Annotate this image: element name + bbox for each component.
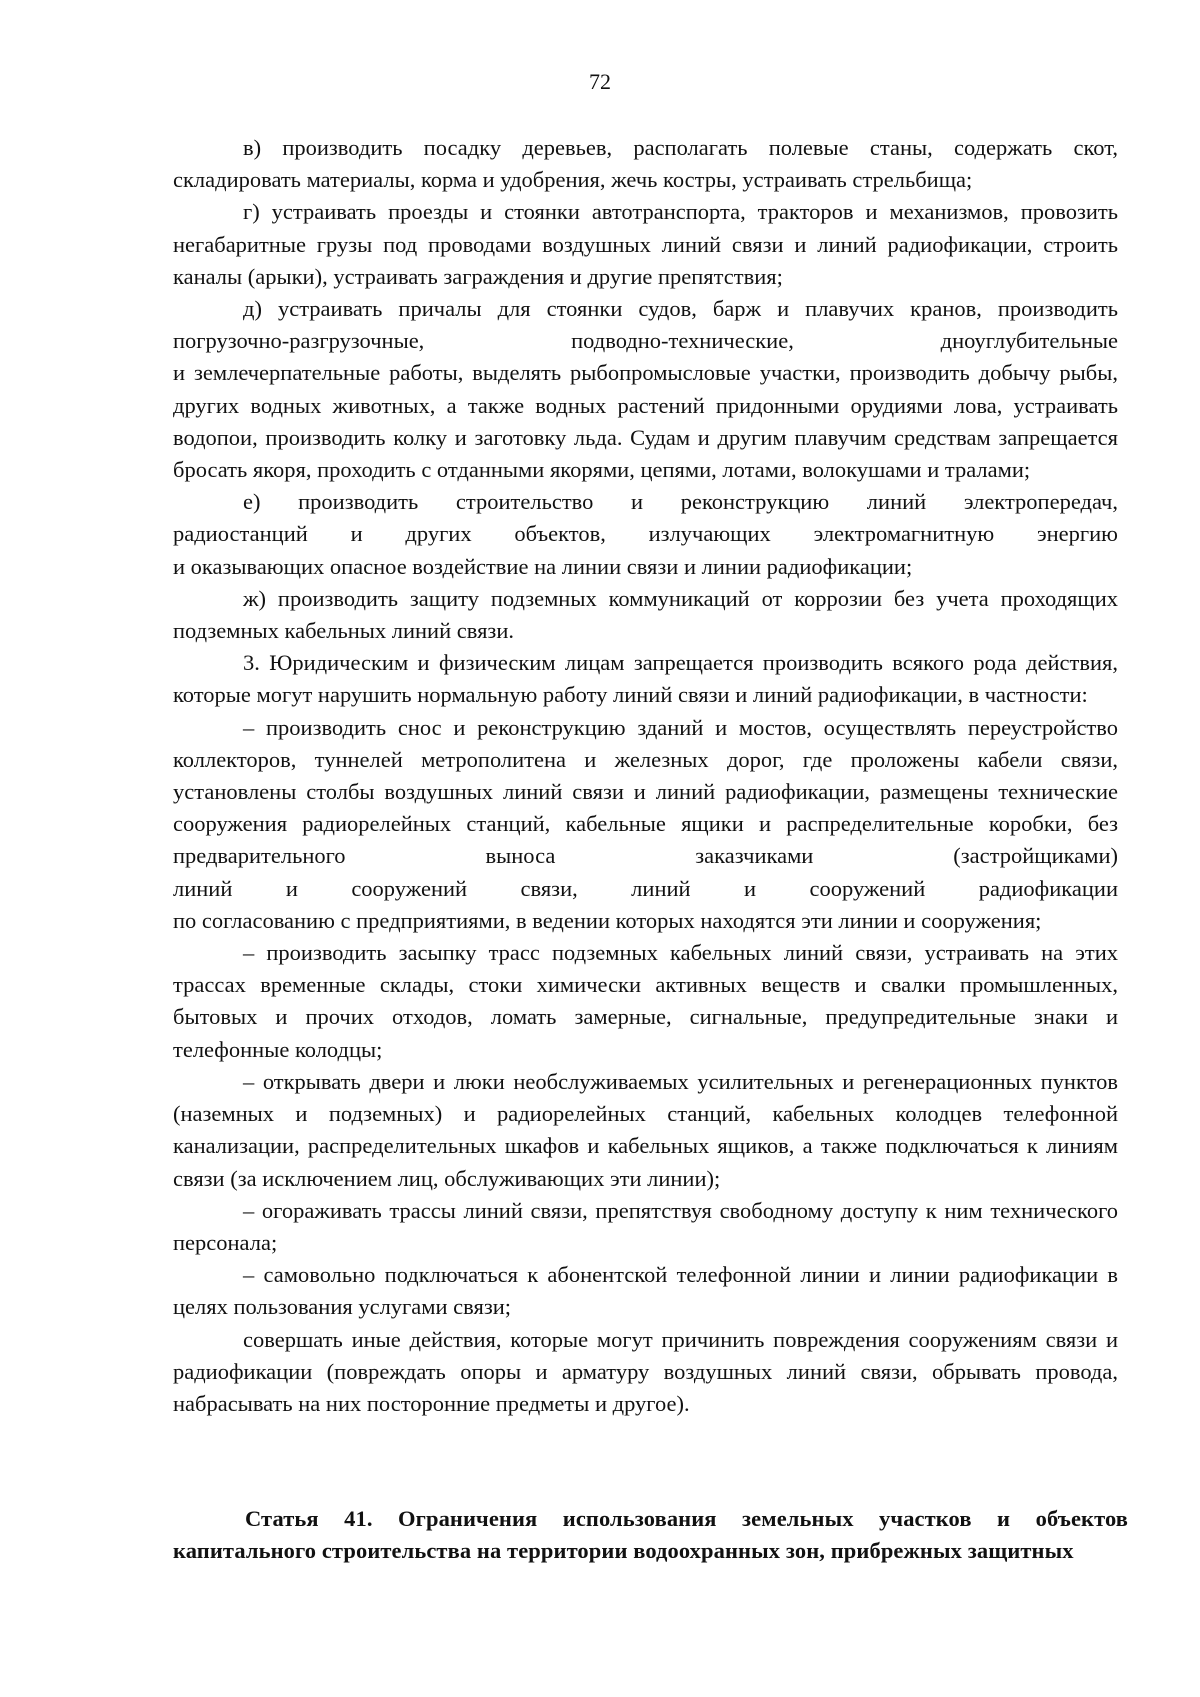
page-number: 72 xyxy=(589,69,611,94)
paragraph-item-e-line1: е) производить строительство и реконструкцию линий электропередач, xyxy=(243,489,1118,515)
bullet-item-5: – самовольно подключаться к абонентской телефонной линии и линии радиофикации в целях пользования услугами связи; xyxy=(173,1262,1118,1320)
paragraph-item-zh: ж) производить защиту подземных коммуникаций от коррозии без учета проходящих подземных кабельных линий связи. xyxy=(173,585,1118,644)
bullet-item-4: – огораживать трассы линий связи, препятствуя свободному доступу к ним технического персонала; xyxy=(173,1197,1118,1255)
bullet-item-1-part2: по согласованию с предприятиями, в ведении которых находятся эти линии и сооружения; xyxy=(173,907,1042,933)
paragraph-item-d-rest: и землечерпательные работы, выделять рыбопромысловые участки, производить добычу рыбы, других водных животных, а также водных растений придонными орудиями лова, устраивать водопои, производить колку и заготовку льда. Судам и другим плавучим средствам запрещается бросать якоря, проходить с отданными якорями, цепями, лотами, волокушами и тралами; xyxy=(173,360,1118,483)
paragraph-clause-3: 3. Юридическим и физическим лицам запрещается производить всякого рода действия, которые могут нарушить нормальную работу линий связи и линий радиофикации, в частности: xyxy=(173,650,1118,708)
document-body xyxy=(173,132,1118,1420)
paragraph-item-e-line2: радиостанций и других объектов, излучающих электромагнитную энергию xyxy=(173,521,1118,547)
bullet-item-1 xyxy=(173,712,1118,937)
paragraph-item-v: в) производить посадку деревьев, располагать полевые станы, содержать скот, складировать материалы, корма и удобрения, жечь костры, устраивать стрельбища; xyxy=(173,135,1118,193)
paragraph-item-e xyxy=(173,486,1118,583)
bullet-item-1-spread-line: линий и сооружений связи, линий и сооружений радиофикации xyxy=(173,875,1118,901)
paragraph-item-g: г) устраивать проезды и стоянки автотранспорта, тракторов и механизмов, провозить негабаритные грузы под проводами воздушных линий связи и линий радиофикации, строить каналы (арыки), устраивать заграждения и другие препятствия; xyxy=(173,199,1118,289)
paragraph-item-d xyxy=(173,293,1118,486)
bullet-item-2: – производить засыпку трасс подземных кабельных линий связи, устраивать на этих трассах временные склады, стоки химически активных веществ и свалки промышленных, бытовых и прочих отходов, ломать замерные, сигнальные, предупредительные знаки и телефонные колодцы; xyxy=(173,940,1118,1062)
paragraph-item-d-line1: д) устраивать причалы для стоянки судов, барж и плавучих кранов, производить xyxy=(243,296,1118,322)
paragraph-final: совершать иные действия, которые могут причинить повреждения сооружениям связи и радиофикации (повреждать опоры и арматуру воздушных линий связи, обрывать провода, набрасывать на них посторонние предметы и другое). xyxy=(173,1326,1118,1416)
bullet-item-1-part1: – производить снос и реконструкцию зданий и мостов, осуществлять переустройство коллекторов, туннелей метрополитена и железных дорог, где проложены кабели связи, установлены столбы воздушных линий связи и линий радиофикации, размещены технические сооружения радиорелейных станций, кабельные ящики и распределительные коробки, без предварительного выноса заказчиками (застройщиками) xyxy=(173,714,1118,869)
article-heading: Статья 41. Ограничения использования земельных участков и объектов капитального строительства на территории водоохранных зон, прибрежных защитных xyxy=(173,1506,1128,1563)
paragraph-item-e-rest: и оказывающих опасное воздействие на линии связи и линии радиофикации; xyxy=(173,553,913,579)
paragraph-item-d-line2: погрузочно-разгрузочные, подводно-технические, дноуглубительные xyxy=(173,328,1118,354)
bullet-item-3: – открывать двери и люки необслуживаемых усилительных и регенерационных пунктов (наземных и подземных) и радиорелейных станций, кабельных колодцев телефонной канализации, распределительных шкафов и кабельных ящиков, а также подключаться к линиям связи (за исключением лиц, обслуживающих эти линии); xyxy=(173,1068,1118,1191)
